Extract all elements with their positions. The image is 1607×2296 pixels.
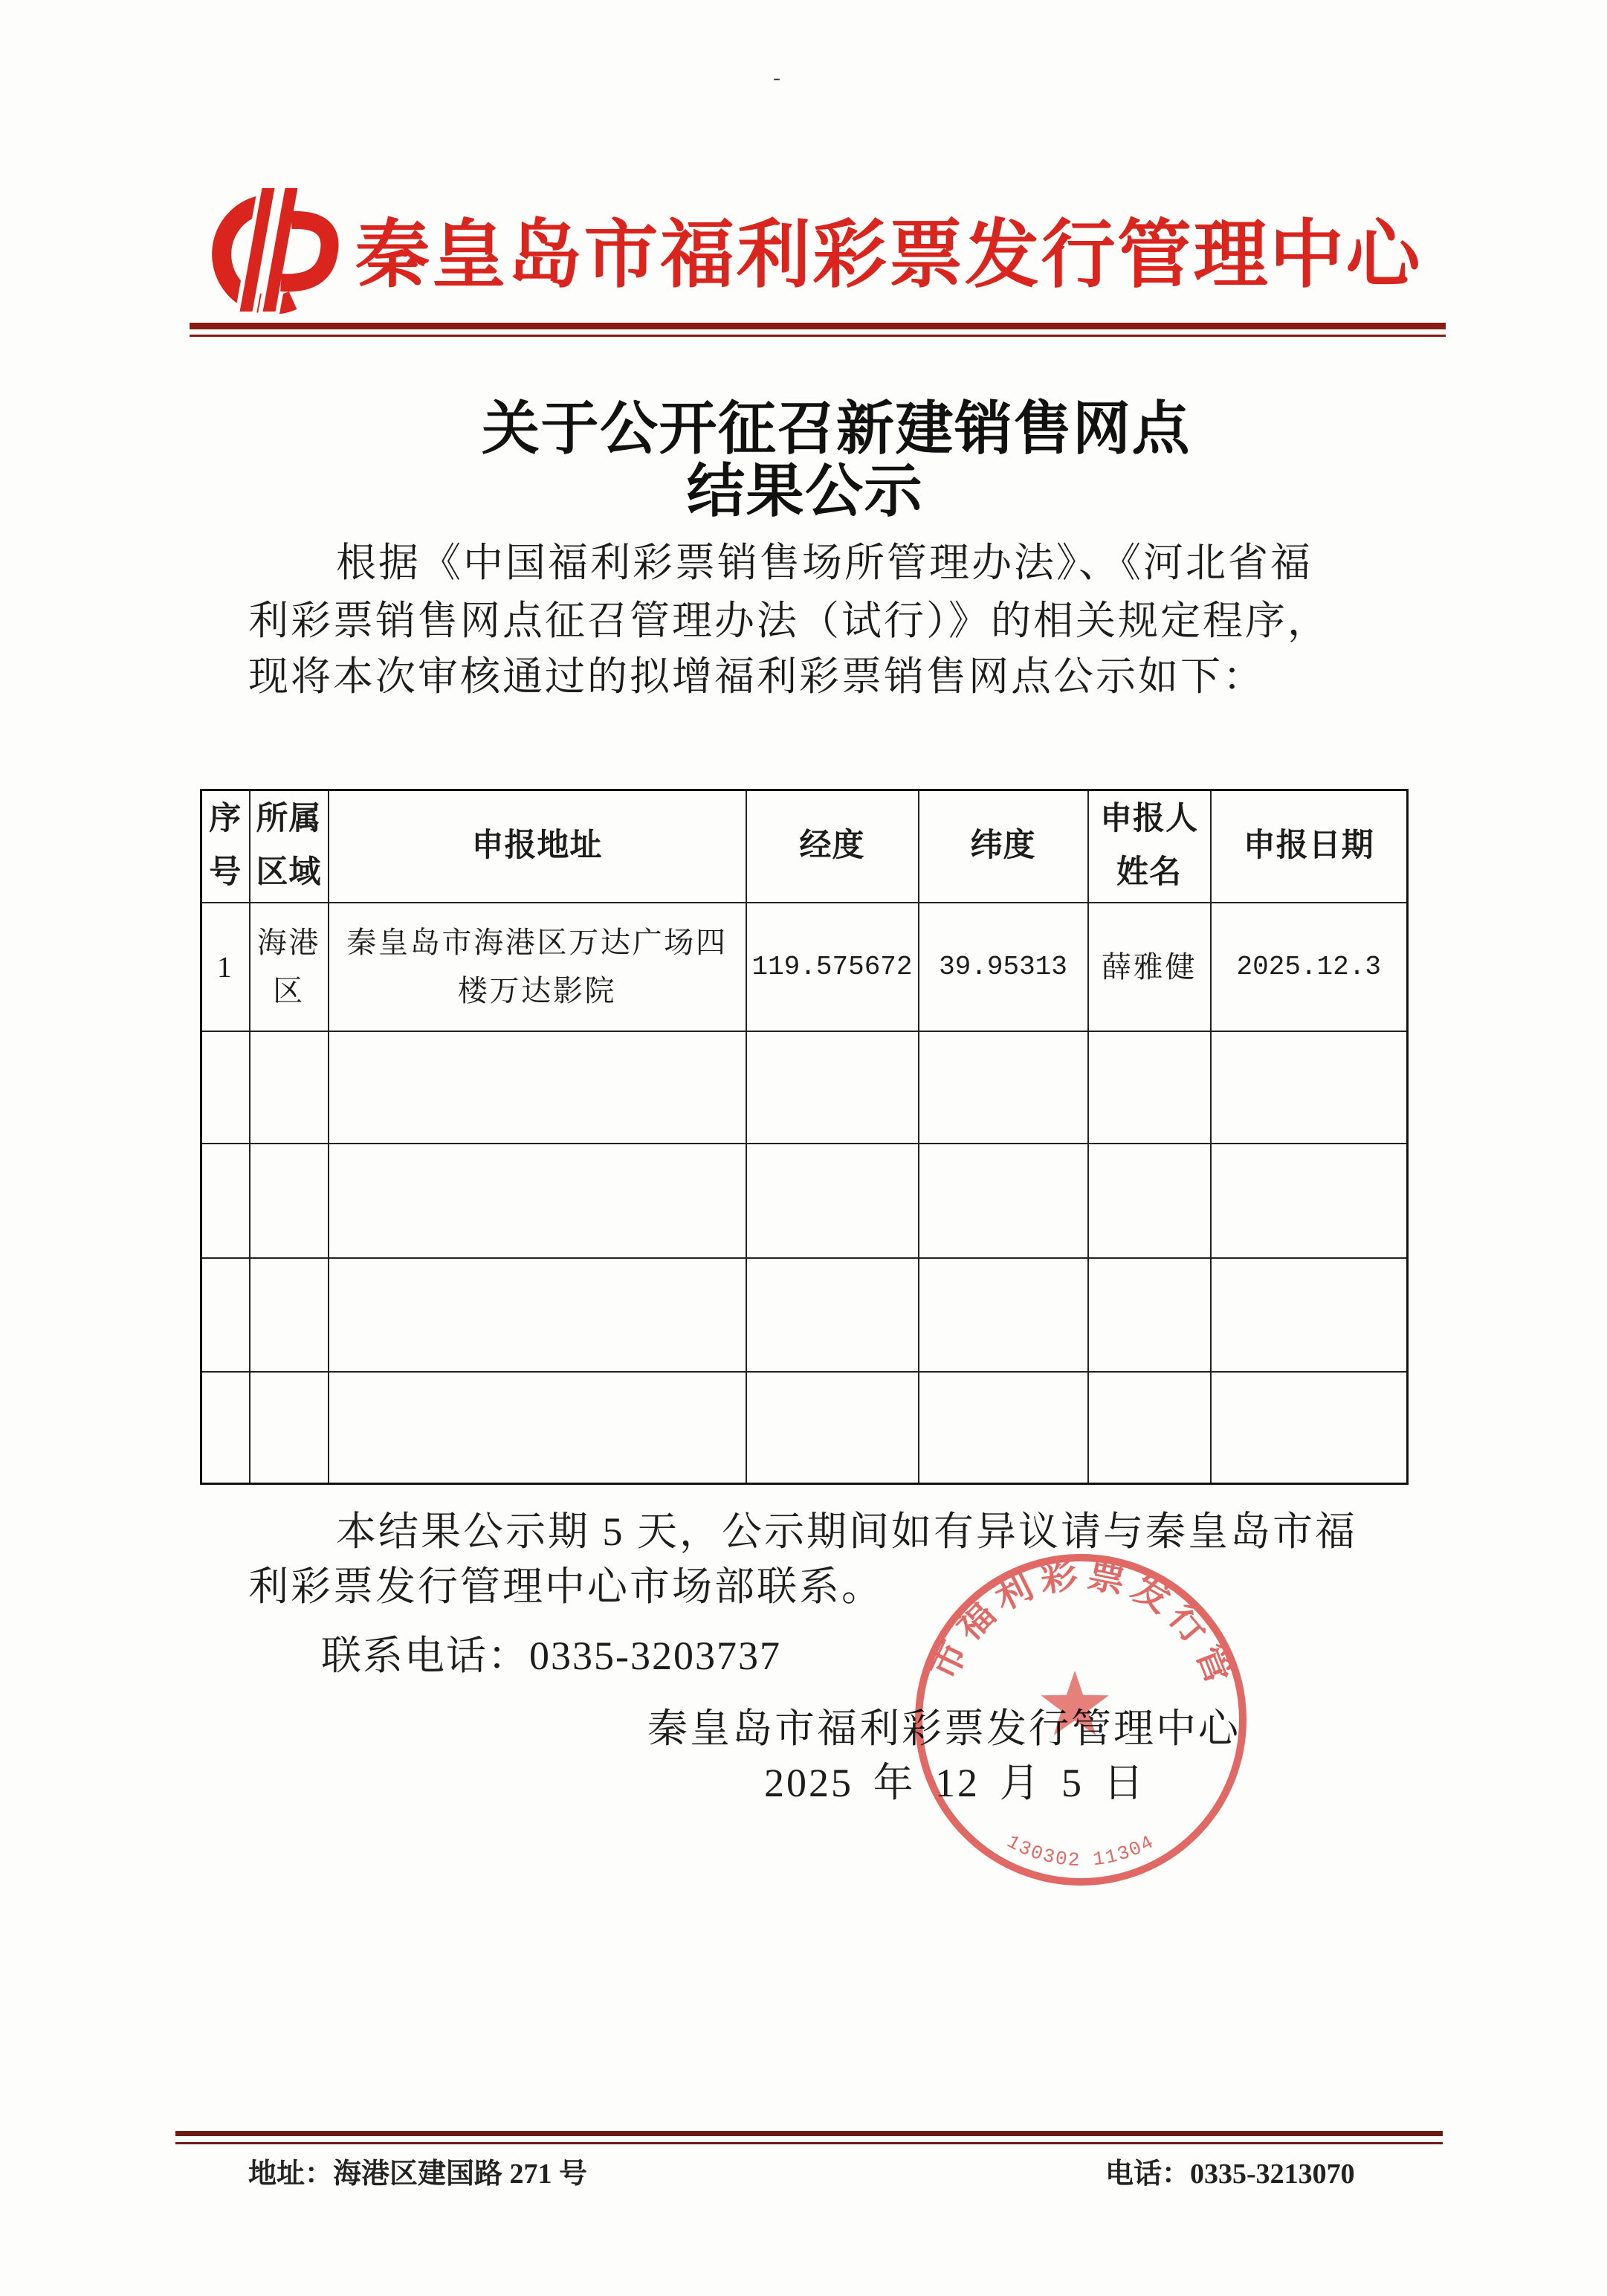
official-seal-icon [902, 1541, 1259, 1898]
table-cell [746, 1031, 919, 1144]
table-cell [746, 1372, 919, 1484]
table-cell [919, 1031, 1088, 1144]
table-cell [1088, 1144, 1211, 1258]
table-cell [329, 1144, 746, 1258]
table-row-empty [201, 1258, 1408, 1372]
footer-rule-thick [175, 2131, 1443, 2136]
cell-seq: 1 [201, 903, 250, 1031]
header-seq: 序号 [201, 790, 250, 903]
closing-line-1: 本结果公示期 5 天，公示期间如有异议请与秦皇岛市福 [336, 1509, 1357, 1554]
table-cell [201, 1258, 250, 1372]
table-cell [201, 1031, 250, 1144]
seal-code-textpath: 130302 11304 [1003, 1830, 1159, 1872]
table-cell [1211, 1372, 1408, 1484]
outlet-results-table [200, 789, 1409, 1485]
table-row-empty [201, 1031, 1408, 1144]
table-cell [250, 1372, 329, 1484]
welfare-lottery-logo-icon [202, 181, 339, 318]
table-cell [329, 1031, 746, 1144]
header-longitude: 经度 [746, 790, 919, 903]
header-date: 申报日期 [1211, 790, 1408, 903]
table-cell [1211, 1031, 1408, 1144]
letterhead-rule-thin [190, 335, 1446, 337]
cell-latitude: 39.95313 [919, 903, 1088, 1031]
table-cell [250, 1031, 329, 1144]
table-cell [1211, 1144, 1408, 1258]
header-applicant: 申报人姓名 [1088, 790, 1211, 903]
letterhead-org-name: 秦皇岛市福利彩票发行管理中心 [355, 214, 1422, 297]
cell-longitude: 119.575672 [746, 903, 919, 1031]
table-cell [919, 1258, 1088, 1372]
table-row-empty [201, 1144, 1408, 1258]
table-cell [329, 1258, 746, 1372]
table-cell [1088, 1372, 1211, 1484]
document-title-line-1: 关于公开征召新建销售网点 [482, 396, 1191, 461]
cell-date: 2025.12.3 [1211, 903, 1408, 1031]
closing-line-2: 利彩票发行管理中心市场部联系。 [248, 1564, 884, 1609]
cell-district: 海港区 [250, 903, 329, 1031]
table-cell [919, 1144, 1088, 1258]
table-row [201, 903, 1408, 1031]
header-district: 所属区域 [250, 790, 329, 903]
header-latitude: 纬度 [919, 790, 1088, 903]
table-cell [919, 1372, 1088, 1484]
table-cell [1211, 1258, 1408, 1372]
seal-arc-text [922, 1552, 1243, 1695]
footer-rule-thin [175, 2142, 1443, 2144]
table-cell [250, 1258, 329, 1372]
signature-org: 秦皇岛市福利彩票发行管理中心 [647, 1706, 1241, 1751]
letterhead-rule-thick [190, 323, 1446, 329]
intro-line-1: 根据《中国福利彩票销售场所管理办法》、《河北省福 [336, 541, 1313, 585]
footer-phone: 电话：0335-3213070 [1105, 2158, 1355, 2190]
table-cell [201, 1144, 250, 1258]
seal-star-icon [1041, 1671, 1108, 1735]
table-cell [329, 1372, 746, 1484]
footer-address: 地址：海港区建国路 271 号 [248, 2158, 588, 2190]
intro-line-2: 利彩票销售网点征召管理办法（试行）》的相关规定程序， [248, 599, 1330, 643]
intro-line-3: 现将本次审核通过的拟增福利彩票销售网点公示如下： [248, 654, 1265, 699]
seal-arc-textpath: 市福利彩票发行管 [922, 1552, 1244, 1695]
table-cell [250, 1144, 329, 1258]
top-mark: - [773, 65, 780, 90]
table-cell [201, 1372, 250, 1484]
table-cell [746, 1258, 919, 1372]
contact-phone: 联系电话：0335-3203737 [321, 1634, 781, 1678]
table-header-row [201, 790, 1408, 903]
table-cell [1088, 1258, 1211, 1372]
table-cell [746, 1144, 919, 1258]
document-title-line-2: 结果公示 [687, 459, 924, 523]
seal-code [1003, 1831, 1158, 1871]
cell-applicant: 薛雅健 [1088, 903, 1211, 1031]
cell-address: 秦皇岛市海港区万达广场四楼万达影院 [329, 903, 746, 1031]
table-row-empty [201, 1372, 1408, 1484]
signature-date: 2025 年 12 月 5 日 [764, 1761, 1146, 1805]
header-address: 申报地址 [329, 790, 746, 903]
table-cell [1088, 1031, 1211, 1144]
